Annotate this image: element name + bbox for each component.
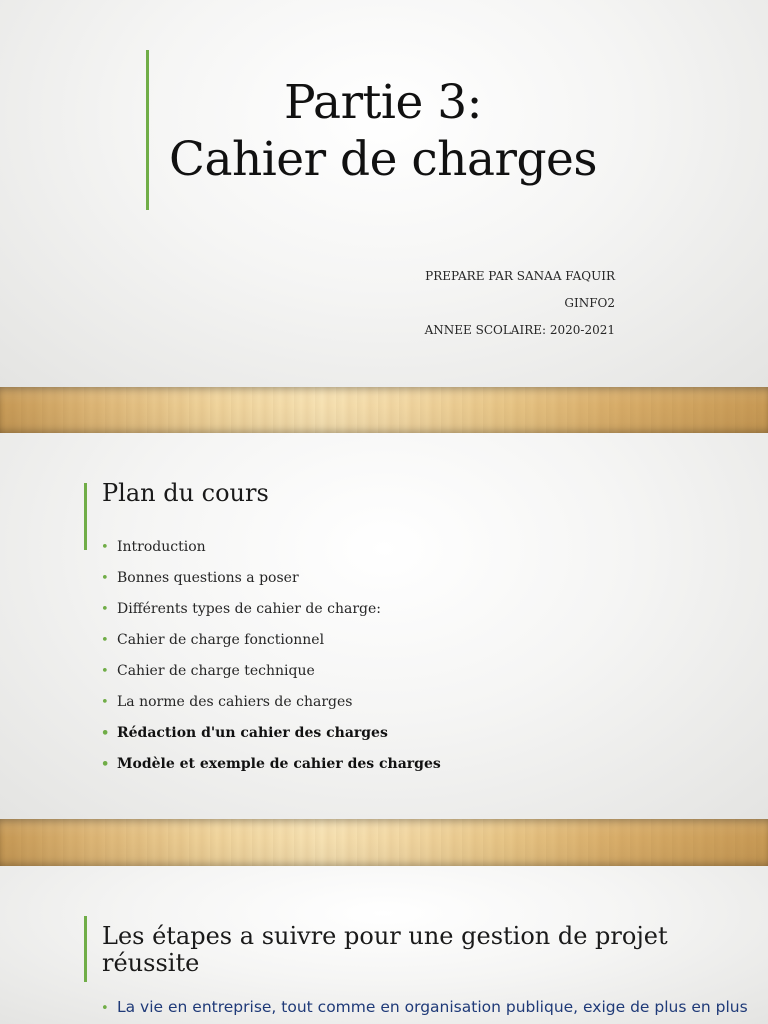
slide-heading-line: réussite [102, 949, 200, 977]
slide-course-plan [0, 433, 768, 819]
list-item-text: Cahier de charge technique [117, 663, 315, 679]
bullet-icon: • [101, 695, 109, 710]
list-item-text: La norme des cahiers de charges [117, 694, 353, 710]
slide-title-line: Partie 3: [284, 75, 482, 130]
slide-accent-bar [146, 50, 149, 210]
list-item [101, 599, 441, 630]
slide-separator [0, 819, 768, 866]
bullet-icon: • [101, 540, 109, 555]
author-line: PREPARE PAR SANAA FAQUIR [425, 269, 615, 283]
list-item [101, 661, 441, 692]
slide-accent-bar [84, 916, 87, 982]
bullet-icon: • [101, 633, 109, 648]
list-item [101, 692, 441, 723]
slide-heading: Plan du cours [102, 479, 269, 507]
body-text-content: La vie en entreprise, tout comme en organisation publique, exige de plus en plus [117, 998, 748, 1016]
bullet-icon: • [101, 757, 110, 772]
slide-title-slide [0, 0, 768, 387]
slide-accent-bar [84, 483, 87, 550]
slide-heading [102, 923, 668, 977]
list-item [101, 723, 441, 754]
slide-title [150, 74, 616, 188]
slide-title-line: Cahier de charges [169, 132, 597, 187]
list-item-text: Différents types de cahier de charge: [117, 601, 381, 617]
class-line: GINFO2 [564, 296, 615, 310]
list-item [101, 630, 441, 661]
list-item-text: Rédaction d'un cahier des charges [117, 725, 388, 741]
list-item-text: Introduction [117, 539, 206, 555]
list-item [101, 568, 441, 599]
bullet-icon: • [101, 571, 109, 586]
slide-project-steps [0, 866, 768, 1024]
list-item-text: Modèle et exemple de cahier des charges [117, 756, 441, 772]
bullet-icon: • [101, 664, 109, 679]
slide-heading-line: Les étapes a suivre pour une gestion de projet [102, 922, 668, 950]
slide-subtitle [425, 267, 615, 348]
bullet-list [101, 537, 441, 785]
bullet-icon: • [101, 602, 109, 617]
school-year-line: ANNEE SCOLAIRE: 2020-2021 [424, 323, 615, 337]
list-item-text: Cahier de charge fonctionnel [117, 632, 325, 648]
slide-separator [0, 387, 768, 433]
bullet-icon: • [101, 1001, 109, 1016]
list-item-text: Bonnes questions a poser [117, 570, 299, 586]
list-item [101, 754, 441, 785]
body-text [101, 998, 748, 1016]
bullet-icon: • [101, 726, 110, 741]
list-item [101, 537, 441, 568]
